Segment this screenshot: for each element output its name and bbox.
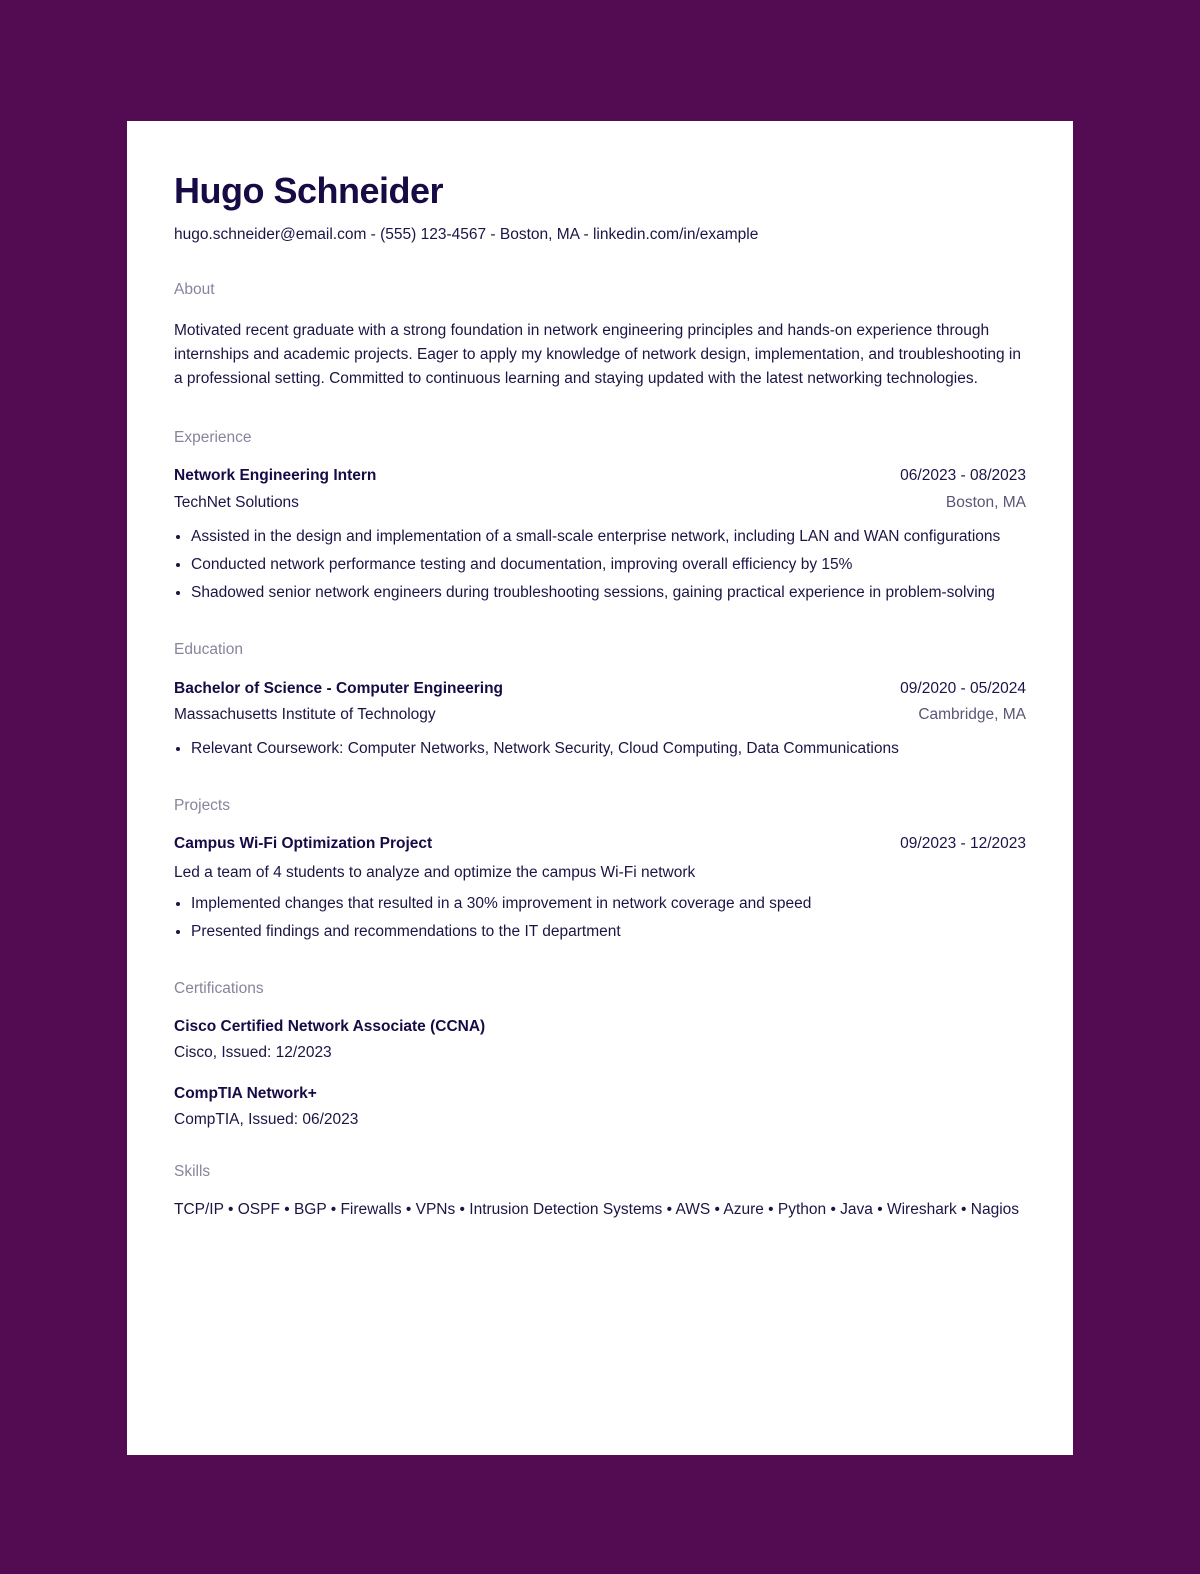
project-bullets: [174, 890, 1026, 946]
section-title-certifications: Certifications: [174, 980, 264, 997]
experience-location: Boston, MA: [945, 494, 1026, 511]
education-degree: Bachelor of Science - Computer Engineering: [174, 680, 504, 697]
certification-entry: [174, 1083, 1026, 1131]
section-title-experience: Experience: [174, 429, 252, 446]
certification-name: CompTIA Network+: [174, 1085, 317, 1102]
project-header: [174, 833, 1026, 855]
education-location: Cambridge, MA: [918, 706, 1026, 723]
list-item: • Shadowed senior network engineers during troubleshooting sessions, gaining practical experience in problem-solving: [191, 579, 1026, 607]
certification-name: Cisco Certified Network Associate (CCNA): [174, 1018, 486, 1035]
list-item: • Implemented changes that resulted in a 30% improvement in network coverage and speed: [191, 890, 1026, 918]
experience-subheader: [174, 492, 1026, 514]
education-header: [174, 678, 1026, 700]
section-title-skills: Skills: [174, 1163, 211, 1180]
education-subheader: [174, 704, 1026, 726]
education-dates: 09/2020 - 05/2024: [900, 680, 1026, 697]
education-bullets: [174, 735, 1026, 763]
section-title-about: About: [174, 281, 215, 298]
education-entry: [174, 678, 1026, 763]
project-description: Led a team of 4 students to analyze and optimize the campus Wi-Fi network: [174, 864, 696, 881]
list-item: • Presented findings and recommendations to the IT department: [191, 918, 1026, 946]
project-entry: [174, 833, 1026, 946]
resume-page: [127, 121, 1073, 1455]
experience-dates: 06/2023 - 08/2023: [900, 467, 1026, 484]
section-title-projects: Projects: [174, 797, 230, 814]
certification-detail: CompTIA, Issued: 06/2023: [174, 1111, 359, 1128]
candidate-name: Hugo Schneider: [174, 170, 444, 211]
list-item: • Assisted in the design and implementation of a small-scale enterprise network, including LAN and WAN configurations: [191, 523, 1026, 551]
skills-list: TCP/IP • OSPF • BGP • Firewalls • VPNs • Intrusion Detection Systems • AWS • Azure • Python • Java • Wireshark • Nagios: [174, 1201, 1020, 1218]
experience-bullets: [174, 523, 1026, 607]
certification-detail: Cisco, Issued: 12/2023: [174, 1044, 332, 1061]
education-school: Massachusetts Institute of Technology: [174, 706, 436, 723]
project-dates: 09/2023 - 12/2023: [900, 835, 1026, 852]
experience-entry: [174, 465, 1026, 607]
about-text: Motivated recent graduate with a strong foundation in network engineering principles and hands-on experience through internships and academic projects. Eager to apply my knowledge of network design, implementation, and troubleshooting in a professional setting. Committed to continuous learning and staying updated with the latest networking technologies.: [174, 322, 1021, 387]
certification-entry: [174, 1016, 1026, 1064]
experience-header: [174, 465, 1026, 487]
section-title-education: Education: [174, 641, 243, 658]
experience-role: Network Engineering Intern: [174, 467, 377, 484]
contact-line: hugo.schneider@email.com - (555) 123-4567 - Boston, MA - linkedin.com/in/example: [174, 226, 759, 243]
list-item: • Relevant Coursework: Computer Networks, Network Security, Cloud Computing, Data Communications: [191, 735, 1026, 763]
project-name: Campus Wi-Fi Optimization Project: [174, 835, 433, 852]
experience-company: TechNet Solutions: [174, 494, 299, 511]
list-item: • Conducted network performance testing and documentation, improving overall efficiency by 15%: [191, 551, 1026, 579]
